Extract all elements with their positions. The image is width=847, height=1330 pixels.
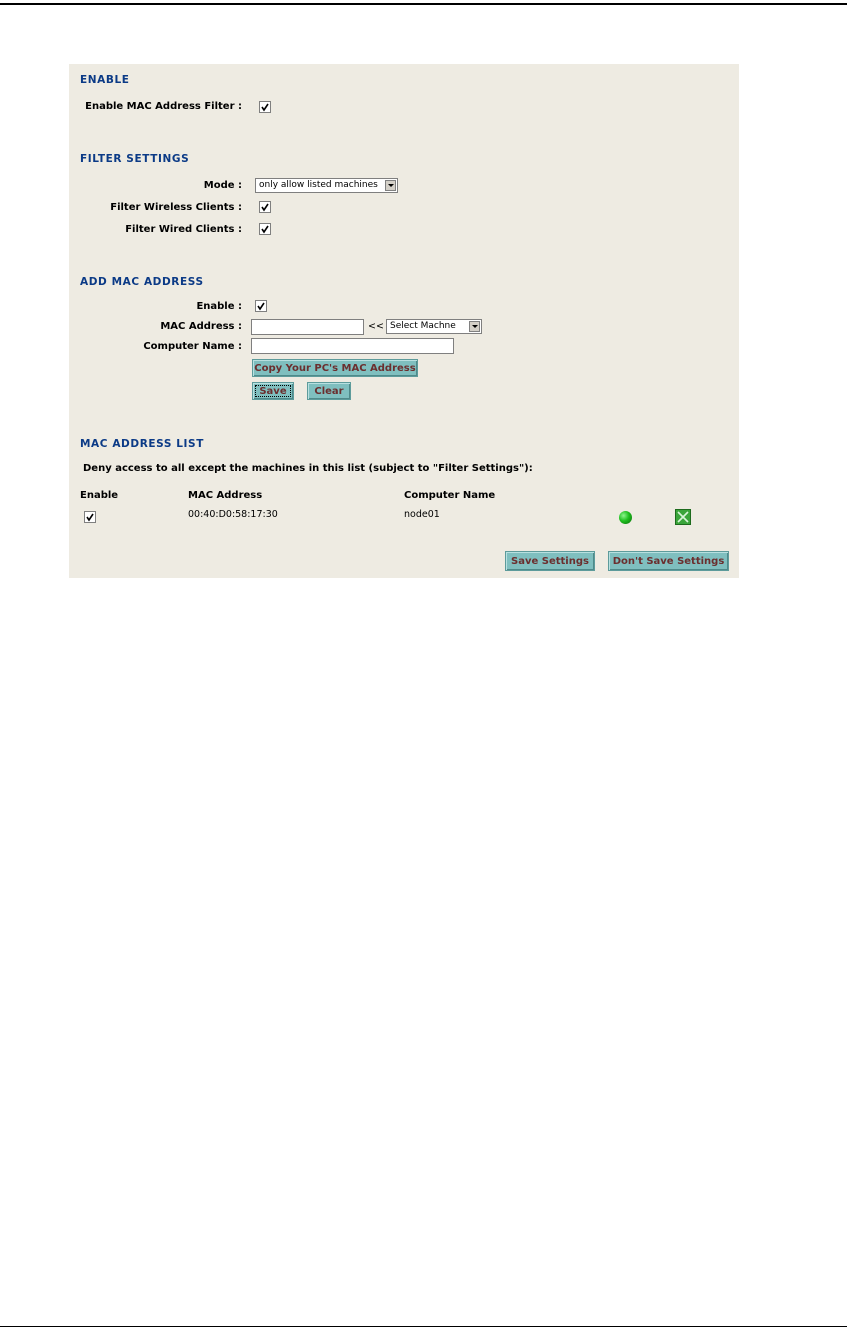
row-mac-address: 00:40:D0:58:17:30	[188, 509, 278, 520]
mac-filter-panel	[69, 64, 739, 578]
check-icon	[256, 301, 266, 311]
add-enable-label: Enable :	[196, 301, 242, 312]
mac-address-input[interactable]	[251, 319, 364, 335]
mode-label: Mode :	[203, 180, 242, 191]
filter-wireless-label: Filter Wireless Clients :	[110, 202, 242, 213]
x-icon	[676, 510, 690, 524]
enable-filter-checkbox[interactable]	[259, 101, 271, 113]
row-enable-checkbox[interactable]	[84, 511, 96, 523]
computer-name-input[interactable]	[251, 338, 454, 354]
edit-entry-icon[interactable]	[619, 511, 632, 524]
filter-wireless-checkbox[interactable]	[259, 201, 271, 213]
section-title-add-mac: ADD MAC ADDRESS	[80, 276, 204, 288]
dont-save-settings-button[interactable]: Don't Save Settings	[608, 551, 729, 571]
computer-name-label: Computer Name :	[143, 341, 242, 352]
page-top-rule	[0, 3, 847, 5]
save-settings-button[interactable]: Save Settings	[505, 551, 595, 571]
column-header-enable: Enable	[80, 490, 119, 501]
row-computer-name: node01	[404, 509, 440, 520]
mac-list-description: Deny access to all except the machines in this list (subject to "Filter Settings"):	[83, 463, 533, 474]
check-icon	[260, 224, 270, 234]
copy-arrow-text: <<	[368, 321, 384, 332]
page-bottom-rule	[0, 1326, 847, 1327]
enable-filter-label: Enable MAC Address Filter :	[85, 101, 242, 112]
save-button[interactable]: Save	[252, 382, 294, 400]
add-enable-checkbox[interactable]	[255, 300, 267, 312]
section-title-enable: ENABLE	[80, 74, 130, 86]
filter-wired-label: Filter Wired Clients :	[125, 224, 242, 235]
machine-select-value: Select Machne	[390, 321, 456, 331]
dropdown-arrow-icon	[385, 180, 396, 191]
section-title-filter-settings: FILTER SETTINGS	[80, 153, 190, 165]
check-icon	[260, 102, 270, 112]
dropdown-arrow-icon	[469, 321, 480, 332]
mode-select-value: only allow listed machines	[259, 180, 378, 190]
mode-select[interactable]	[255, 178, 398, 193]
check-icon	[260, 202, 270, 212]
delete-entry-icon[interactable]	[675, 509, 691, 525]
machine-select[interactable]	[386, 319, 482, 334]
column-header-name: Computer Name	[404, 490, 496, 501]
section-title-mac-list: MAC ADDRESS LIST	[80, 438, 204, 450]
mac-address-label: MAC Address :	[160, 321, 242, 332]
check-icon	[85, 512, 95, 522]
filter-wired-checkbox[interactable]	[259, 223, 271, 235]
column-header-mac: MAC Address	[188, 490, 263, 501]
copy-pc-mac-button[interactable]: Copy Your PC's MAC Address	[252, 359, 418, 377]
clear-button[interactable]: Clear	[307, 382, 351, 400]
